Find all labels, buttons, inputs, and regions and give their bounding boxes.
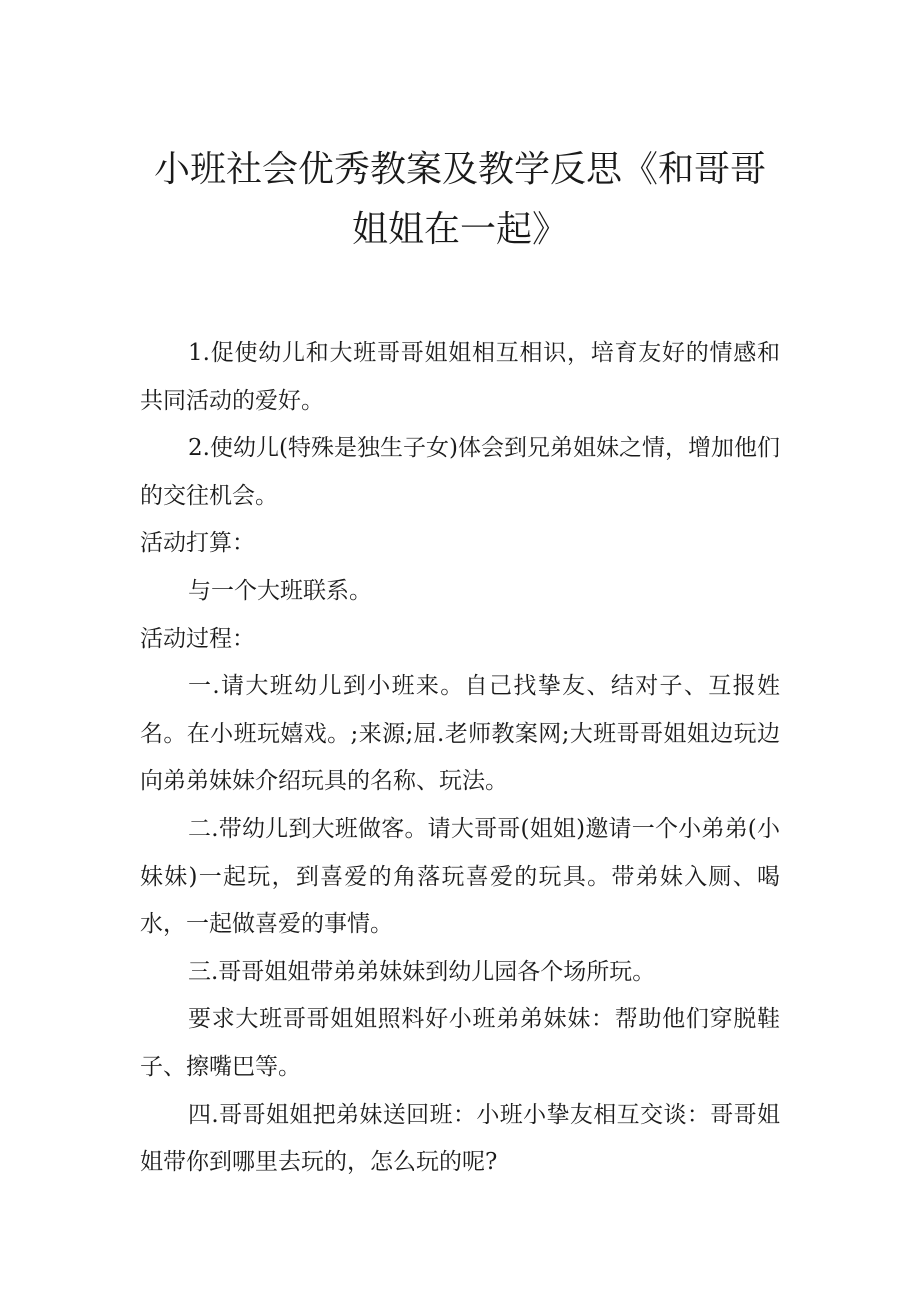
paragraph-step-3: 三.哥哥姐姐带弟弟妹妹到幼儿园各个场所玩。 [188, 958, 656, 985]
heading-activity-preparation: 活动打算： [140, 530, 255, 557]
paragraph-goal-1: 1.促使幼儿和大班哥哥姐姐相互相识，培育友好的情感和共同活动的爱好。 [140, 340, 780, 414]
heading-activity-process: 活动过程： [140, 625, 255, 652]
document-body [140, 330, 780, 1187]
paragraph-step-1: 一.请大班幼儿到小班来。自己找挚友、结对子、互报姓名。在小班玩嬉戏。;来源;屈.老师教案网;大班哥哥姐姐边玩边向弟弟妹妹介绍玩具的名称、玩法。 [140, 673, 780, 795]
paragraph-step-2: 二.带幼儿到大班做客。请大哥哥(姐姐)邀请一个小弟弟(小妹妹)一起玩，到喜爱的角落玩喜爱的玩具。带弟妹入厕、喝水，一起做喜爱的事情。 [140, 815, 780, 938]
paragraph-preparation: 与一个大班联系。 [188, 577, 372, 604]
paragraph-step-3-requirement: 要求大班哥哥姐姐照料好小班弟弟妹妹：帮助他们穿脱鞋子、擦嘴巴等。 [140, 1006, 780, 1080]
document-title: 小班社会优秀教案及教学反思《和哥哥姐姐在一起》 [153, 149, 766, 250]
paragraph-step-4: 四.哥哥姐姐把弟妹送回班：小班小挚友相互交谈：哥哥姐姐带你到哪里去玩的，怎么玩的呢? [140, 1101, 780, 1176]
paragraph-goal-2: 2.使幼儿(特殊是独生子女)体会到兄弟姐妹之情，增加他们的交往机会。 [140, 435, 780, 509]
